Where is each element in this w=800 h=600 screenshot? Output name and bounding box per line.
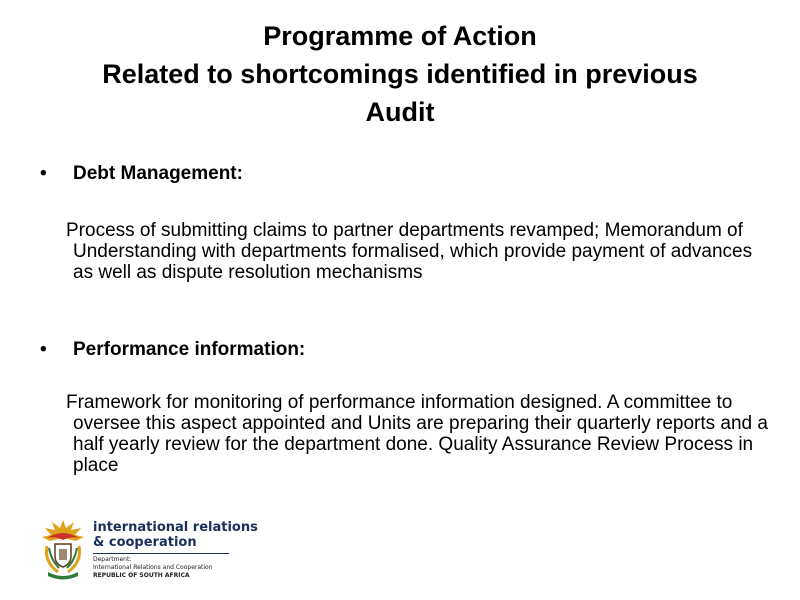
footer-divider (93, 553, 229, 554)
coat-of-arms-icon (38, 516, 88, 582)
country-name: REPUBLIC OF SOUTH AFRICA (93, 572, 190, 579)
department-name: International Relations and Cooperation (93, 564, 213, 571)
title-line-2: Related to shortcomings identified in previous (102, 59, 698, 89)
bullet-icon: • (40, 339, 47, 360)
org-name-line-1: international relations (93, 520, 258, 535)
section-body-debt-management: Process of submitting claims to partner departments revamped; Memorandum of Understanding with departments formalised, which provide payment of advances as well as dispute resolution mechanisms (66, 220, 753, 283)
org-name-line-2: & cooperation (93, 535, 197, 550)
footer-text (93, 520, 258, 580)
bullet-icon: • (40, 163, 47, 184)
title-line-3: Audit (365, 97, 435, 127)
title-line-1: Programme of Action (263, 21, 537, 51)
section-heading-performance-information: Performance information: (73, 339, 306, 360)
department-label: Department: (93, 556, 132, 563)
section-body-performance-information: Framework for monitoring of performance information designed. A committee to oversee this aspect appointed and Units are preparing their quarterly reports and a half yearly review for the department done. Quality Assurance Review Process in place (66, 392, 768, 476)
slide-title (20, 17, 780, 131)
section-heading-debt-management: Debt Management: (73, 163, 243, 184)
